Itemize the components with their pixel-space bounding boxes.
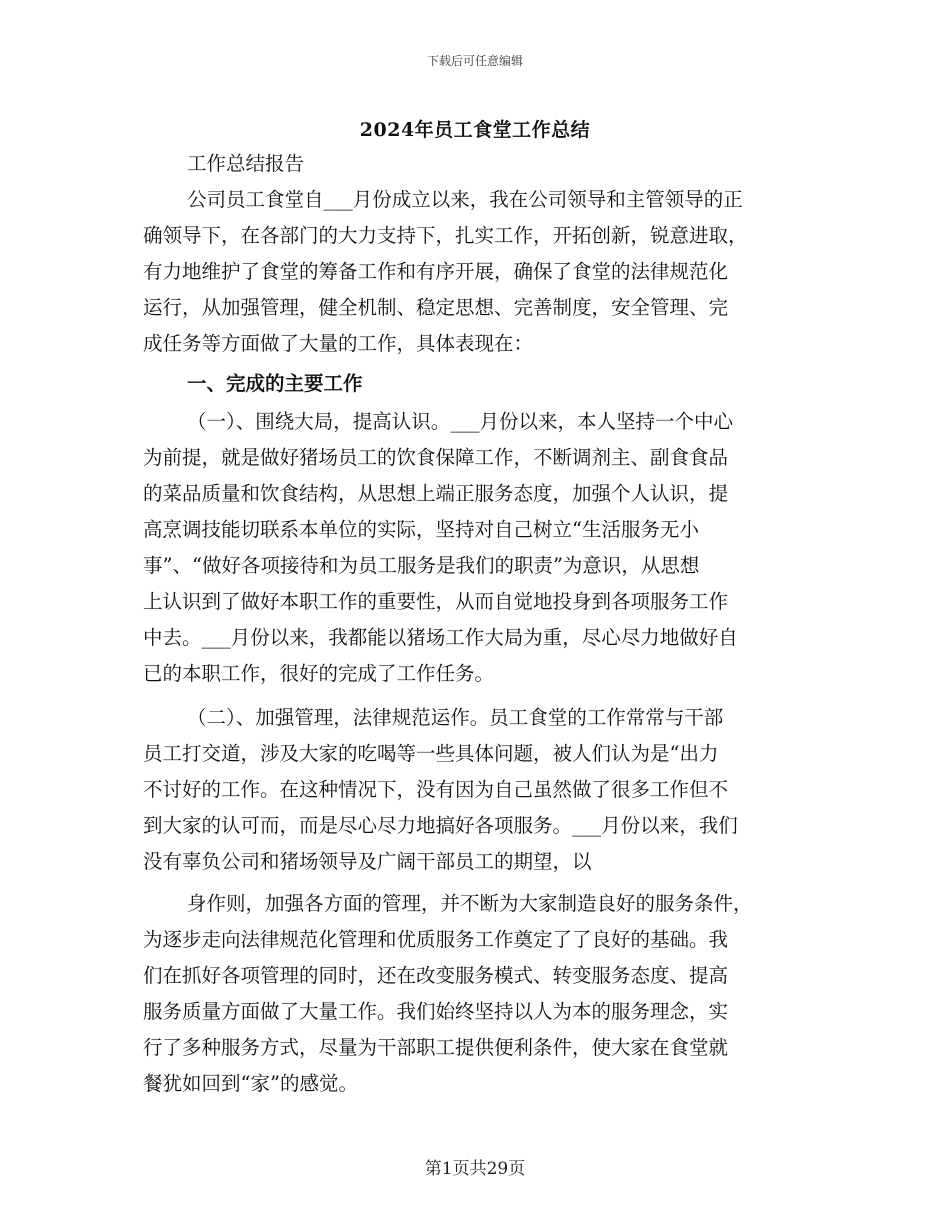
page-number-footer: 第1页共29页: [424, 1159, 526, 1179]
body-line-1: 工作总结报告: [187, 152, 305, 175]
body-line-12: 事”、“做好各项接待和为员工服务是我们的职责”为意识，从思想: [143, 554, 700, 577]
body-line-23: 们在抓好各项管理的同时，还在改变服务模式、转变服务态度、提高: [143, 964, 729, 987]
body-line-13: 上认识到了做好本职工作的重要性，从而自觉地投身到各项服务工作: [143, 590, 729, 613]
document-title: 2024年员工食堂工作总结: [359, 119, 591, 141]
body-line-16: （二）、加强管理，法律规范运作。员工食堂的工作常常与干部: [187, 706, 724, 729]
body-line-26: 餐犹如回到“家”的感觉。: [143, 1072, 358, 1095]
body-line-4: 有力地维护了食堂的筹备工作和有序开展，确保了食堂的法律规范化: [143, 260, 729, 283]
body-line-17: 员工打交道，涉及大家的吃喝等一些具体问题，被人们认为是“出力: [143, 742, 719, 765]
body-line-21: 身作则，加强各方面的管理，并不断为大家制造良好的服务条件，: [187, 892, 753, 915]
body-line-19: 到大家的认可而，而是尽心尽力地搞好各项服务。___月份以来，我们: [143, 814, 738, 837]
download-note: 下载后可任意编辑: [426, 54, 523, 68]
body-line-18: 不讨好的工作。在这种情况下，没有因为自己虽然做了很多工作但不: [143, 778, 729, 801]
body-line-25: 行了多种服务方式，尽量为干部职工提供便利条件，使大家在食堂就: [143, 1036, 729, 1059]
body-line-8: （一）、围绕大局，提高认识。___月份以来，本人坚持一个中心: [187, 410, 734, 433]
body-line-14: 中去。___月份以来，我都能以猪场工作大局为重，尽心尽力地做好自: [143, 626, 738, 649]
body-line-5: 运行，从加强管理，健全机制、稳定思想、完善制度，安全管理、完: [143, 296, 729, 319]
body-line-20: 没有辜负公司和猪场领导及广阔干部员工的期望，以: [143, 850, 592, 873]
section-heading: 一、完成的主要工作: [187, 372, 363, 395]
body-line-15: 已的本职工作，很好的完成了工作任务。: [143, 662, 495, 685]
body-line-2: 公司员工食堂自___月份成立以来，我在公司领导和主管领导的正: [187, 188, 743, 211]
body-line-11: 高烹调技能切联系本单位的实际，坚持对自己树立“生活服务无小: [143, 518, 699, 541]
body-line-22: 为逐步走向法律规范化管理和优质服务工作奠定了了良好的基础。我: [143, 928, 729, 951]
body-line-10: 的菜品质量和饮食结构，从思想上端正服务态度，加强个人认识，提: [143, 482, 729, 505]
body-line-3: 确领导下，在各部门的大力支持下，扎实工作，开拓创新，锐意进取，: [143, 224, 748, 247]
body-line-24: 服务质量方面做了大量工作。我们始终坚持以人为本的服务理念，实: [143, 1000, 729, 1023]
body-line-6: 成任务等方面做了大量的工作，具体表现在：: [143, 332, 534, 355]
body-line-9: 为前提，就是做好猪场员工的饮食保障工作，不断调剂主、副食食品: [143, 446, 729, 469]
